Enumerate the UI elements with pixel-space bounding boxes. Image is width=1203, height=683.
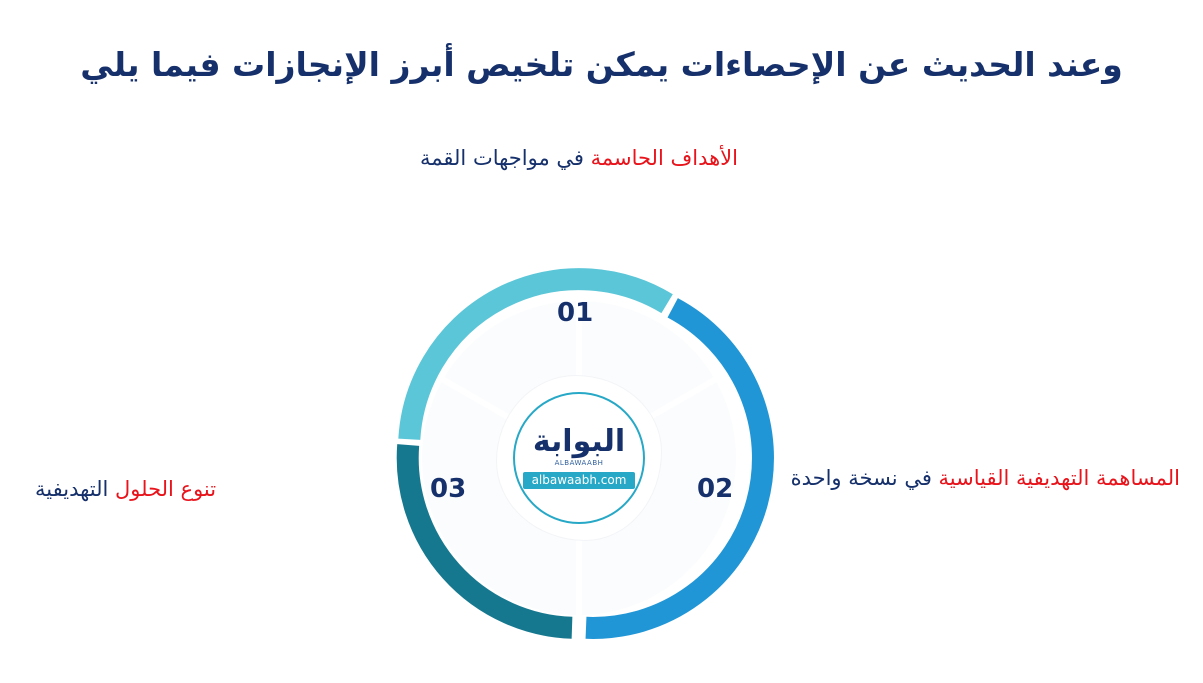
logo-domain: albawaabh.com [523, 472, 636, 489]
center-logo [497, 376, 661, 540]
donut-diagram [379, 258, 779, 658]
logo-circle [513, 392, 645, 524]
segment-label-03-highlight: تنوع الحلول [115, 477, 217, 501]
segment-label-01-rest: في مواجهات القمة [420, 146, 591, 170]
logo-wordmark: البوابة [532, 424, 626, 459]
segment-label-01 [303, 142, 855, 175]
segment-label-02-rest: في نسخة واحدة [790, 466, 939, 490]
segment-label-01-highlight: الأهداف الحاسمة [590, 146, 738, 170]
segment-label-02 [790, 462, 1180, 495]
segment-number-02: 02 [697, 474, 734, 504]
segment-number-03: 03 [430, 474, 467, 504]
segment-label-03-rest: التهديفية [35, 477, 116, 501]
page-title: وعند الحديث عن الإحصاءات يمكن تلخيص أبرز الإنجازات فيما يلي [80, 45, 1123, 84]
segment-label-02-highlight: المساهمة التهديفية القياسية [938, 466, 1180, 490]
logo-tagline: ALBAWAABH [554, 459, 604, 467]
segment-number-01: 01 [557, 298, 594, 328]
segment-label-03 [35, 473, 380, 506]
